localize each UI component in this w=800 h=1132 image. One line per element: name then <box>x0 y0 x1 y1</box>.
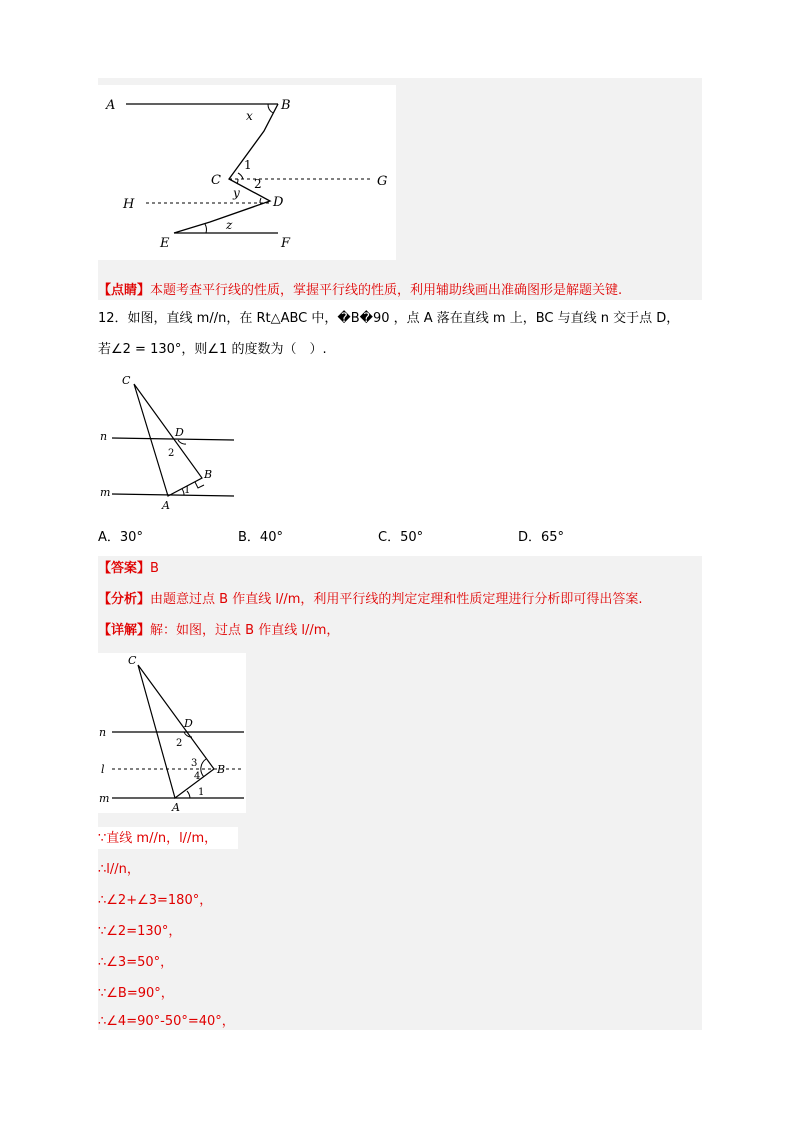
figure-question-triangle <box>98 372 238 512</box>
s-label-A: A <box>172 801 180 813</box>
q-label-A: A <box>162 499 170 512</box>
detail-line <box>98 622 339 640</box>
fig1-label-y: y <box>233 186 240 200</box>
s-label-m: m <box>99 792 110 805</box>
option-c[interactable]: C．50° <box>378 530 424 545</box>
q-label-B: B <box>204 468 213 481</box>
step-1: ∵直线 m//n，l//m， <box>98 831 218 846</box>
q-label-D: D <box>175 426 184 439</box>
step-6: ∵∠B=90°， <box>98 986 174 1001</box>
step-5: ∴∠3=50°， <box>98 955 174 970</box>
detail-text: 解：如图，过点 B 作直线 l//m， <box>150 623 340 638</box>
option-d[interactable]: D．65° <box>518 530 565 545</box>
figure-2-svg <box>98 372 238 512</box>
option-a[interactable]: A．30° <box>98 530 143 545</box>
option-b[interactable]: B．40° <box>238 530 283 545</box>
fig1-label-B: B <box>281 98 291 113</box>
s-label-1: 1 <box>198 787 205 798</box>
step-3: ∴∠2+∠3=180°， <box>98 893 213 908</box>
fig1-label-2: 2 <box>254 177 262 191</box>
q-label-n: n <box>100 430 108 443</box>
s-label-n: n <box>99 726 107 739</box>
fig1-label-C: C <box>211 173 221 188</box>
q-label-C: C <box>122 374 131 387</box>
s-label-3: 3 <box>191 758 198 769</box>
analysis-line <box>98 591 643 609</box>
step-7: ∴∠4=90°-50°=40°， <box>98 1014 235 1029</box>
fig1-label-G: G <box>377 174 388 189</box>
s-label-2: 2 <box>176 738 183 749</box>
s-label-C: C <box>128 654 137 667</box>
fig1-label-D: D <box>273 195 284 210</box>
question-text-1: 如图，直线 m//n，在 Rt△ABC 中，�B�90 ，点 A 落在直线 m 上，BC 与直线 n 交于点 D， <box>127 311 680 326</box>
fig1-label-E: E <box>160 236 170 251</box>
q-label-m: m <box>100 486 111 499</box>
dianjing-tag: 【点睛】 <box>98 283 151 298</box>
s-label-4: 4 <box>194 771 201 782</box>
detail-tag: 【详解】 <box>98 623 151 638</box>
dianjing-text: 本题考查平行线的性质，掌握平行线的性质，利用辅助线画出准确图形是解题关键. <box>150 283 623 298</box>
s-label-B: B <box>217 763 226 776</box>
analysis-tag: 【分析】 <box>98 592 151 607</box>
fig1-label-z: z <box>226 218 233 232</box>
fig1-label-F: F <box>281 236 291 251</box>
q-label-2: 2 <box>168 448 175 459</box>
step-2: ∴l//n， <box>98 862 140 877</box>
figure-solution-triangle <box>98 653 246 813</box>
figure-3-svg <box>98 653 246 813</box>
question-line-1 <box>98 310 679 328</box>
answer-line <box>98 560 159 578</box>
analysis-text: 由题意过点 B 作直线 l//m，利用平行线的判定定理和性质定理进行分析即可得出答案. <box>150 592 643 607</box>
fig1-label-x: x <box>246 109 253 123</box>
answer-tag: 【答案】 <box>98 561 151 576</box>
q-label-1: 1 <box>184 485 191 496</box>
figure-parallel-lines-xyz <box>98 85 396 260</box>
answer-value: B <box>150 561 159 576</box>
s-label-D: D <box>184 717 193 730</box>
step-4: ∵∠2=130°， <box>98 924 182 939</box>
question-line-2: 若∠2 = 130°，则∠1 的度数为（ ）. <box>98 342 327 357</box>
fig1-label-1: 1 <box>244 158 252 172</box>
figure-1-svg <box>98 85 396 260</box>
fig1-label-A: A <box>106 98 116 113</box>
question-number: 12． <box>98 311 128 326</box>
fig1-label-H: H <box>123 197 135 212</box>
dianjing-line <box>98 282 622 300</box>
s-label-l: l <box>101 763 105 776</box>
